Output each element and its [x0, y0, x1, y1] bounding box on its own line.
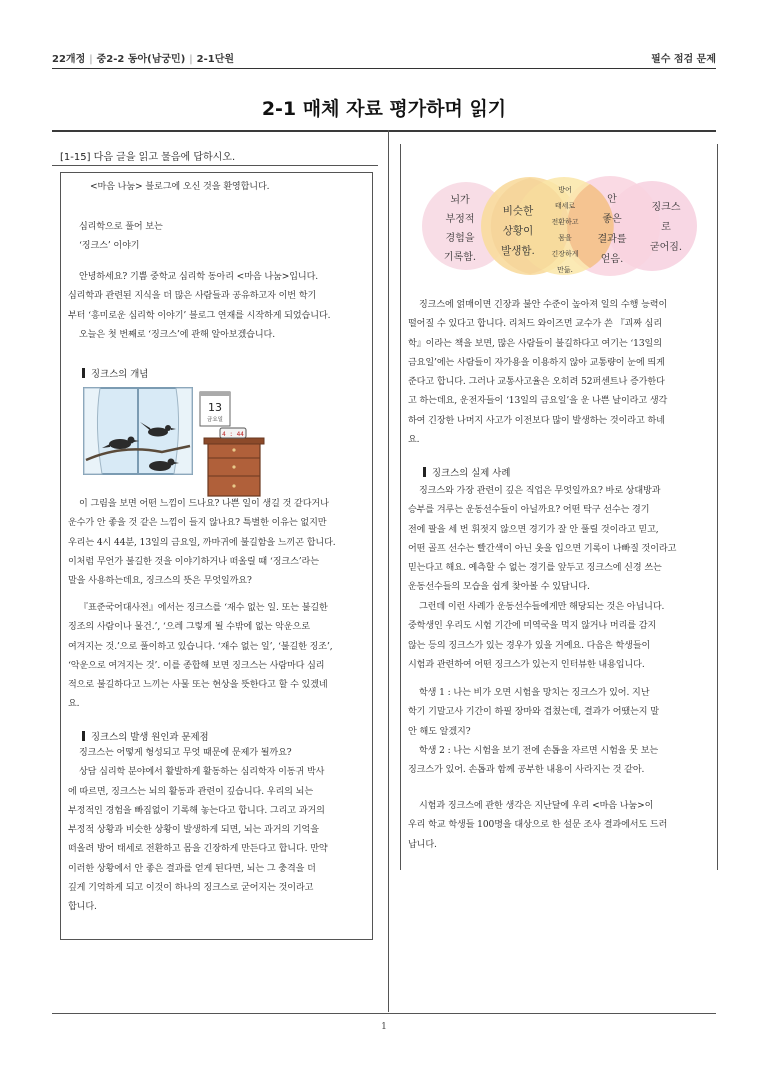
- cases-paragraph-2: [408, 598, 664, 675]
- title-rule: [52, 130, 716, 132]
- text-line: 운수가 안 좋을 것 같은 느낌이 들지 않나요? 특별한 이유는 없지만: [68, 518, 327, 529]
- header-textbook: 중2-2 동아(남궁민): [96, 54, 186, 65]
- text-line: 에 따르면, 징크스는 뇌의 활동과 관련이 깊습니다. 우리의 뇌는: [68, 786, 314, 797]
- venn-label-2: [501, 204, 535, 257]
- text-line: 그런데 이런 사례가 운동선수들에게만 해당되는 것은 아닙니다.: [419, 602, 665, 612]
- text-line: 학생 2 : 나는 시험을 보기 전에 손톱을 자르면 시험을 못 보는: [419, 746, 659, 756]
- text-line: 납니다.: [408, 839, 437, 850]
- footer-rule: [52, 1013, 716, 1014]
- text-line: 징크스에 얽매이면 긴장과 불안 수준이 높아져 일의 수행 능력이: [419, 300, 668, 310]
- jinx-process-diagram: [420, 162, 710, 288]
- student-2-interview: [408, 742, 658, 781]
- text-line: 준다고 합니다. 그러나 교통사고율은 오히려 52퍼센트나 증가한다: [408, 377, 665, 388]
- section-heading-cases: [423, 465, 510, 479]
- text-line: 운동선수들의 모습을 쉽게 찾아볼 수 있답니다.: [408, 582, 590, 593]
- page-header: [52, 50, 716, 66]
- svg-text:태세로: 태세로: [554, 202, 576, 210]
- svg-text:긴장하게: 긴장하게: [551, 250, 579, 258]
- text-line: 말을 사용하는데요, 징크스의 뜻은 무엇일까요?: [68, 576, 252, 587]
- svg-text:굳어짐.: 굳어짐.: [649, 242, 683, 253]
- text-line: 심리학과 관련된 지식을 더 많은 사람들과 공유하고자 이번 학기: [68, 291, 317, 302]
- text-line: 우리는 4시 44분, 13일의 금요일, 까마귀에 불길함을 느끼곤 합니다.: [68, 537, 336, 548]
- text-line: 오늘은 첫 번째로 ‘징크스’에 관해 알아보겠습니다.: [79, 329, 276, 340]
- text-line: 학기 기말고사 기간이 하필 장마와 겹쳤는데, 결과가 어땠는지 말: [408, 707, 659, 718]
- text-line: 요.: [68, 699, 80, 710]
- heading-bar-icon: [82, 368, 85, 378]
- text-line: 시험과 징크스에 관한 생각은 지난달에 우리 <마음 나눔>이: [419, 801, 654, 811]
- text-line: 떠올려 방어 태세로 전환하고 몸을 긴장하게 만든다고 합니다. 만약: [68, 844, 328, 855]
- effect-paragraph: [408, 296, 667, 450]
- blog-intro: [68, 178, 269, 197]
- svg-text:좋은: 좋은: [602, 214, 622, 225]
- text-line: 적으로 불길하다고 느끼는 사물 또는 현상을 뜻한다고 할 수 있겠네: [68, 680, 328, 691]
- svg-text:로: 로: [661, 222, 671, 233]
- text-line: 이처럼 무언가 불길한 것을 이야기하거나 떠올릴 때 ‘징크스’라는: [68, 556, 319, 567]
- svg-text:안: 안: [607, 194, 617, 205]
- section-heading-text: 징크스의 실제 사례: [432, 468, 511, 479]
- svg-text:몸을: 몸을: [558, 234, 572, 242]
- text-line: 학』이라는 책을 보면, 많은 사람들이 불길하다고 여기는 ‘13일의: [408, 338, 662, 349]
- text-line: 심리학으로 풀어 보는: [79, 222, 163, 232]
- text-line: ‘악운으로 여겨지는 것’. 이를 종합해 보면 징크스는 사람마다 심리: [68, 660, 325, 671]
- jinx-illustration: [82, 386, 282, 498]
- text-line: 떨어질 수 있다고 합니다. 리처드 와이즈먼 교수가 쓴 『괴짜 심리: [408, 319, 663, 330]
- header-unit: 2-1단원: [196, 54, 235, 65]
- student-1-interview: [408, 684, 659, 742]
- text-line: 깊게 기억하게 되고 이것이 하나의 징크스로 굳어지는 것이라고: [68, 883, 314, 894]
- svg-text:발생함.: 발생함.: [501, 245, 535, 257]
- text-line: 합니다.: [68, 902, 97, 913]
- text-line: 안녕하세요? 기쁨 중학교 심리학 동아리 <마음 나눔>입니다.: [79, 272, 319, 282]
- question-instruction: [1-15] 다음 글을 읽고 물음에 답하시오.: [60, 152, 236, 163]
- text-line: 상담 심리학 분야에서 활발하게 활동하는 심리학자 이동귀 박사: [79, 767, 325, 778]
- text-line: 우리 학교 학생들 100명을 대상으로 한 설문 조사 결과에서도 드러: [408, 820, 668, 831]
- header-course-info: 22개정 | 중2-2 동아(남궁민) | 2-1단원: [52, 54, 235, 65]
- text-line: 고 하는데요, 운전자들이 ‘13일의 금요일’을 운 나쁜 날이라고 생각: [408, 396, 668, 407]
- svg-text:뇌가: 뇌가: [450, 195, 470, 206]
- text-line: 이러한 상황에서 안 좋은 결과를 얻게 된다면, 뇌는 그 충격을 더: [68, 863, 316, 874]
- text-line: 징조의 사람이나 물건.’, ‘으레 그렇게 될 수밖에 없는 악운으로: [68, 622, 310, 633]
- text-line: 징크스와 가장 관련이 깊은 직업은 무엇일까요? 바로 상대방과: [419, 486, 661, 496]
- heading-bar-icon: [423, 467, 426, 477]
- svg-text:전환하고: 전환하고: [551, 218, 579, 226]
- page-number: 1: [381, 1022, 387, 1032]
- instruction-rule: [52, 165, 378, 166]
- text-line: 시험과 관련하여 어떤 징크스가 있는지 인터뷰한 내용입니다.: [408, 659, 645, 670]
- svg-text:결과를: 결과를: [597, 234, 627, 245]
- header-curriculum: 22개정: [52, 54, 86, 65]
- text-line: 요.: [408, 435, 420, 446]
- page-title: 2-1 매체 자료 평가하며 읽기: [261, 98, 507, 120]
- section-heading-text: 징크스의 개념: [91, 369, 149, 380]
- concept-paragraph-2: [68, 599, 333, 715]
- svg-text:경험을: 경험을: [445, 233, 475, 244]
- section-heading-cause: [82, 729, 209, 743]
- header-doc-type: 필수 점검 문제: [651, 54, 716, 65]
- blog-post-title: [79, 218, 163, 257]
- calendar-number: 13: [208, 401, 222, 414]
- calendar-day: 금요일: [207, 417, 223, 423]
- header-rule: [52, 68, 716, 69]
- text-line: 중학생인 우리도 시험 기간에 미역국을 먹지 않거나 머리를 감지: [408, 621, 657, 632]
- text-line: 않는 등의 징크스가 있는 경우가 있을 거예요. 다음은 학생들이: [408, 640, 651, 651]
- text-line: 전에 팔을 세 번 휘젓지 않으면 경기가 잘 안 풀릴 것이라고 믿고,: [408, 524, 659, 535]
- text-line: 어떤 골프 선수는 빨간색이 아닌 옷을 입으면 기록이 나빠질 것이라고: [408, 543, 677, 554]
- text-line: 안 해도 알겠지?: [408, 726, 471, 737]
- text-line: 징크스는 어떻게 형성되고 무엇 때문에 문제가 될까요?: [79, 748, 292, 758]
- text-line: 부터 ‘흥미로운 심리학 이야기’ 블로그 연재를 시작하게 되었습니다.: [68, 310, 331, 321]
- text-line: <마음 나눔> 블로그에 오신 것을 환영합니다.: [90, 182, 270, 192]
- svg-text:얻음.: 얻음.: [600, 254, 624, 265]
- svg-text:부정적: 부정적: [445, 214, 475, 225]
- svg-text:비슷한: 비슷한: [502, 205, 534, 217]
- clock-text: 4 : 44: [222, 431, 244, 438]
- text-line: 믿는다고 해요. 예측할 수 없는 경기를 앞두고 징크스에 신경 쓰는: [408, 563, 662, 574]
- section-heading-text: 징크스의 발생 원인과 문제점: [91, 732, 209, 743]
- survey-paragraph: [408, 797, 667, 855]
- cause-paragraph: [68, 744, 328, 918]
- text-line: 승부를 겨루는 운동선수들이 아닐까요? 어떤 탁구 선수는 경기: [408, 505, 650, 516]
- concept-paragraph-1: [68, 495, 336, 591]
- text-line: 부정적인 경험을 빠짐없이 기록해 놓는다고 합니다. 그리고 과거의: [68, 805, 325, 816]
- text-line: 부정적 상황과 비슷한 상황이 발생하게 되면, 뇌는 과거의 기억을: [68, 825, 319, 836]
- column-divider: [388, 130, 389, 1012]
- text-line: 학생 1 : 나는 비가 오면 시험을 망치는 징크스가 있어. 지난: [419, 688, 650, 698]
- svg-text:상황이: 상황이: [502, 225, 534, 237]
- text-line: ‘징크스’ 이야기: [79, 241, 140, 252]
- greeting-paragraph: [68, 268, 330, 345]
- text-line: 징크스가 있어. 손톱과 함께 공부한 내용이 사라지는 것 같아.: [408, 765, 645, 776]
- svg-text:기록함.: 기록함.: [443, 252, 477, 263]
- text-line: 『표준국어대사전』에서는 징크스를 ‘재수 없는 일. 또는 불길한: [79, 603, 328, 613]
- section-heading-concept: [82, 366, 148, 380]
- text-line: 금요일’에는 사람들이 자가용을 이용하지 않아 교통량이 눈에 띄게: [408, 357, 665, 368]
- text-line: 여겨지는 것.’으로 풀이하고 있습니다. ‘재수 없는 일’, ‘불길한 징조’,: [68, 641, 333, 652]
- text-line: 하여 긴장한 나머지 사고가 이전보다 많이 발생하는 것이라고 하네: [408, 415, 665, 426]
- text-line: 이 그림을 보면 어떤 느낌이 드나요? 나쁜 일이 생길 것 같다거나: [79, 499, 329, 509]
- svg-text:방어: 방어: [558, 186, 572, 194]
- cases-paragraph-1: [408, 482, 676, 598]
- svg-text:징크스: 징크스: [651, 202, 681, 213]
- heading-bar-icon: [82, 731, 85, 741]
- svg-text:만듦.: 만듦.: [557, 266, 573, 274]
